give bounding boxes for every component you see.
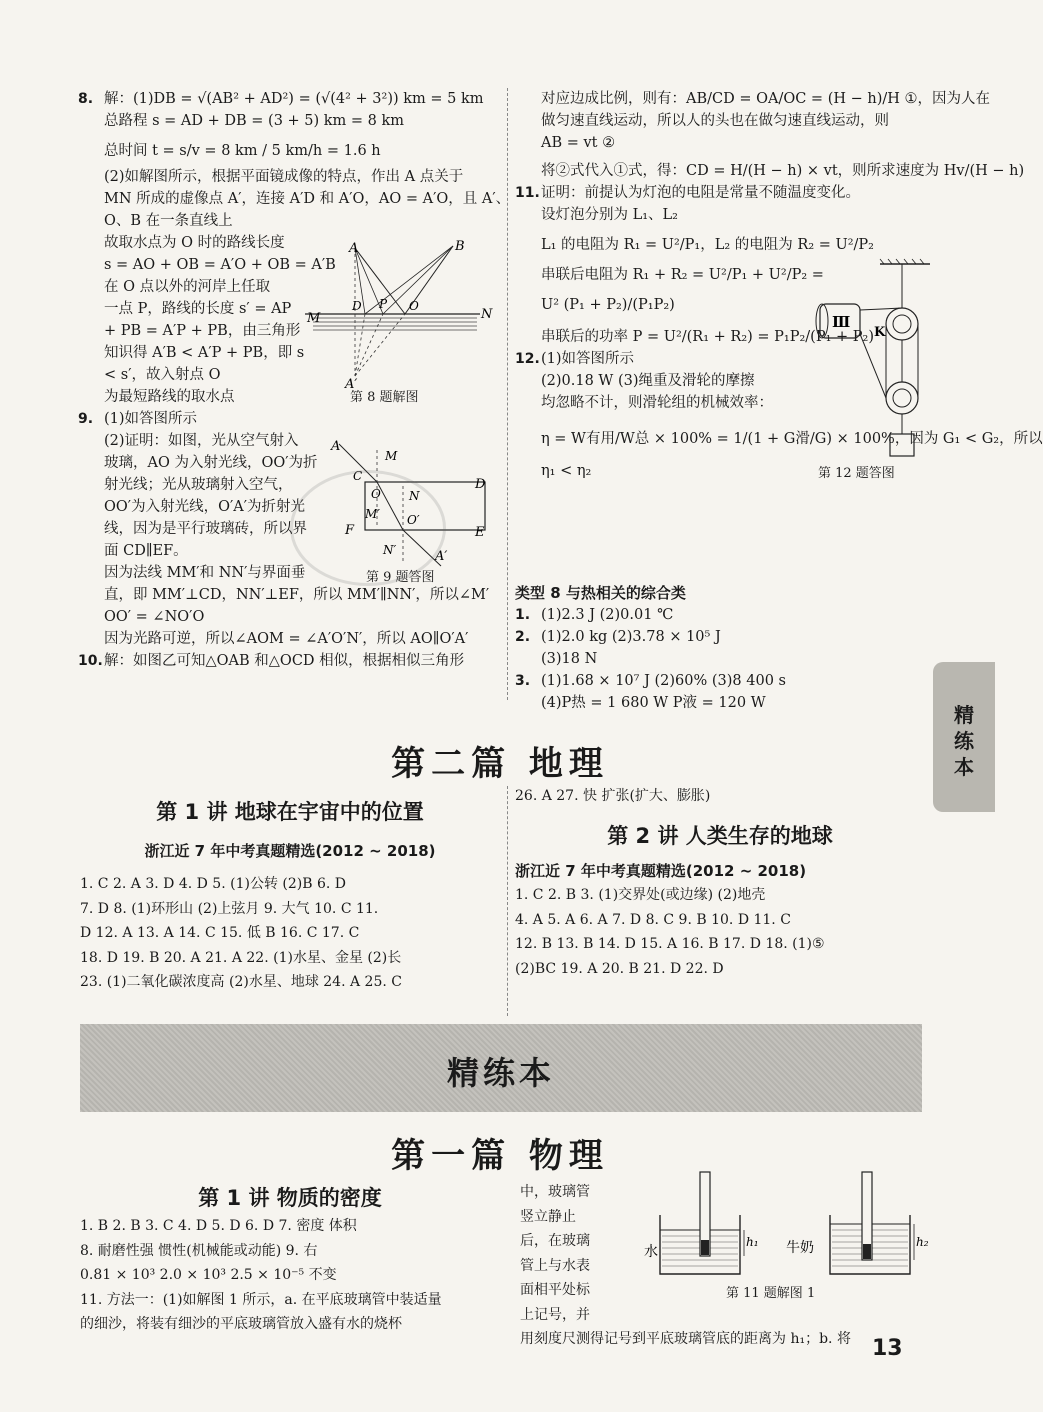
column-divider <box>507 88 508 700</box>
answer-line: 11. 方法一：(1)如解图 1 所示，a. 在平底玻璃管中装适量 <box>80 1291 442 1308</box>
answer-line <box>78 232 308 254</box>
side-tab[interactable] <box>933 662 995 812</box>
section-banner <box>80 1024 922 1112</box>
answer-line <box>515 110 930 132</box>
answer-line <box>78 628 503 650</box>
answer-line: 0.81 × 10³ 2.0 × 10³ 2.5 × 10⁻⁵ 不变 <box>80 1267 337 1283</box>
physics-answers-right <box>520 1180 630 1327</box>
answer-text: (3)18 N <box>541 651 598 667</box>
answer-line: 4. A 5. A 6. A 7. D 8. C 9. B 10. D 11. C <box>515 911 791 928</box>
answer-text: U² (P₁ + P₂)/(P₁P₂) <box>541 297 675 313</box>
figure-12-caption: 第 12 题答图 <box>818 466 895 481</box>
fig8-label-o: O <box>409 299 419 313</box>
answer-line: 12. B 13. B 14. D 15. A 16. B 17. D 18. (1)⑤ <box>515 936 825 952</box>
answer-line: 7. D 8. (1)环形山 (2)上弦月 9. 大气 10. C 11. <box>80 900 379 917</box>
watermark-stamp <box>290 470 446 586</box>
answer-line <box>515 370 810 392</box>
answer-line <box>78 650 503 672</box>
figure-11-caption: 第 11 题解图 1 <box>726 1286 816 1301</box>
physics-lecture-1-title: 第 1 讲 物质的密度 <box>198 1186 382 1210</box>
answer-line <box>515 204 930 226</box>
answer-text: (1)2.0 kg (2)3.78 × 10⁵ J <box>541 629 721 645</box>
answer-line <box>78 88 503 110</box>
fig8-label-p: P <box>379 297 388 311</box>
answer-text: 在 O 点以外的河岸上任取 <box>104 279 271 295</box>
answer-text: < s′，故入射点 O <box>104 367 221 383</box>
fig8-label-d: D <box>352 299 362 313</box>
answer-text: 串联后电阻为 R₁ + R₂ = U²/P₁ + U²/P₂ = <box>541 267 824 283</box>
answer-line: 1. B 2. B 3. C 4. D 5. D 6. D 7. 密度 体积 <box>80 1218 357 1234</box>
side-tab-label: 精练本 <box>954 703 974 779</box>
fig9-label-a: A <box>331 439 341 454</box>
answer-text: 解：(1)DB = √(AB² + AD²) = (√(4² + 3²)) km = 5 km <box>104 91 484 107</box>
heat-section-title: 类型 8 与热相关的综合类 <box>515 584 686 602</box>
answer-line: 上记号，并 <box>520 1306 590 1323</box>
fig12-motor-label: Ⅲ <box>832 313 851 331</box>
answer-text: AB = vt ② <box>541 135 616 151</box>
answer-line <box>78 210 503 232</box>
fig9-label-n-prime: N′ <box>383 543 397 557</box>
answer-text: (4)P热 = 1 680 W P液 = 120 W <box>541 695 766 711</box>
answer-line: 面相平处标 <box>520 1282 590 1298</box>
answer-line <box>78 364 308 386</box>
answer-line <box>515 692 925 714</box>
answer-line: 18. D 19. B 20. A 21. A 22. (1)水星、金星 (2)长 <box>80 949 402 966</box>
geography-lecture-2-title: 第 2 讲 人类生存的地球 <box>607 824 833 848</box>
answer-text: (2)0.18 W (3)绳重及滑轮的摩擦 <box>541 373 755 389</box>
answer-text: 解：如图乙可知△OAB 和△OCD 相似，根据相似三角形 <box>104 653 465 669</box>
fig9-label-m-prime: M′ <box>365 507 381 521</box>
question-number: 3. <box>515 673 531 689</box>
question-number: 1. <box>515 607 531 623</box>
answer-line <box>515 234 930 256</box>
answer-text: (1)1.68 × 10⁷ J (2)60% (3)8 400 s <box>541 673 786 689</box>
answer-line: 用刻度尺测得记号到平底玻璃管底的距离为 h₁；b. 将 <box>520 1331 851 1347</box>
answer-line: D 12. A 13. A 14. C 15. 低 B 16. C 17. C <box>80 925 360 941</box>
answer-text: 因为光路可逆，所以∠AOM = ∠A′O′N′，所以 AO∥O′A′ <box>104 631 469 647</box>
answer-line <box>78 540 323 562</box>
answer-line <box>515 626 925 648</box>
answer-line <box>78 408 503 430</box>
answer-text: OO′为入射光线，O′A′为折射光 <box>104 499 306 515</box>
answer-line: 23. (1)二氧化碳浓度高 (2)水星、地球 24. A 25. C <box>80 974 402 990</box>
fig9-label-o-prime: O′ <box>407 513 420 527</box>
answer-line <box>78 606 503 628</box>
geography-lecture-2-subtitle: 浙江近 7 年中考真题精选(2012 ~ 2018) <box>515 862 807 880</box>
answer-line <box>78 496 323 518</box>
geography-part-title: 第二篇 地理 <box>391 744 609 784</box>
answer-line <box>78 188 511 210</box>
answer-text: (1)如答图所示 <box>104 411 198 427</box>
answer-text: (1)2.3 J (2)0.01 ℃ <box>541 607 674 623</box>
answer-line <box>78 474 323 496</box>
fig9-label-e: E <box>475 525 485 540</box>
fig8-label-n: N <box>481 307 493 322</box>
banner-title: 精练本 <box>446 1054 555 1092</box>
answer-text: 知识得 A′B < A′P + PB，即 s <box>104 345 305 361</box>
question-number: 11. <box>515 185 540 201</box>
answer-line <box>515 648 925 670</box>
answer-text: 串联后的功率 P = U²/(R₁ + R₂) = P₁P₂/(P₁ + P₂) <box>541 329 875 345</box>
answer-line <box>515 670 925 692</box>
answer-line <box>515 604 925 626</box>
answer-text: 均忽略不计，则滑轮组的机械效率： <box>541 395 773 411</box>
answer-line <box>78 342 308 364</box>
fig8-label-a: A <box>349 241 359 256</box>
fig11-h1-label: h₁ <box>746 1235 759 1249</box>
answer-line: 竖立静止 <box>520 1208 576 1225</box>
answer-text: O、B 在一条直线上 <box>104 213 233 229</box>
answer-text: 面 CD∥EF。 <box>104 543 188 559</box>
fig12-k-label: K <box>874 325 886 340</box>
answer-text: 直，即 MM′⊥CD，NN′⊥EF，所以 MM′∥NN′，所以∠M′ <box>104 587 490 603</box>
fig8-label-b: B <box>455 239 465 254</box>
answer-text: 为最短路线的取水点 <box>104 389 235 405</box>
column-divider-2 <box>507 786 508 1016</box>
geography-lecture-1-title: 第 1 讲 地球在宇宙中的位置 <box>156 800 424 824</box>
answer-text: 因为法线 MM′和 NN′与界面垂 <box>104 565 306 581</box>
answer-line <box>78 320 308 342</box>
answer-text: 玻璃，AO 为入射光线，OO′为折 <box>104 455 318 471</box>
answer-text: 一点 P，路线的长度 s′ = AP <box>104 301 292 317</box>
answer-line <box>78 166 503 188</box>
question-number: 2. <box>515 629 531 645</box>
question-number: 9. <box>78 411 94 427</box>
figure-12-pulley-diagram <box>810 262 930 466</box>
answer-line <box>78 430 323 452</box>
answer-line <box>78 562 323 584</box>
answer-text: 证明：前提认为灯泡的电阻是常量不随温度变化。 <box>541 185 860 201</box>
answer-text: 做匀速直线运动，所以人的头也在做匀速直线运动，则 <box>541 113 889 129</box>
answer-text: 总时间 t = s/v = 8 km / 5 km/h = 1.6 h <box>104 143 381 159</box>
answer-line <box>78 298 308 320</box>
answer-line <box>78 254 336 276</box>
answer-line <box>78 584 503 606</box>
answer-line <box>78 276 308 298</box>
answer-text: OO′ = ∠NO′O <box>104 609 205 625</box>
answer-line <box>515 264 824 286</box>
answer-text: η₁ < η₂ <box>541 463 592 479</box>
fig9-label-o: O <box>371 487 381 501</box>
answer-text: + PB = A′P + PB，由三角形 <box>104 323 301 339</box>
answer-text: (2)如解图所示，根据平面镜成像的特点，作出 A 点关于 <box>104 169 464 185</box>
answer-line <box>515 294 810 316</box>
heat-section-answers <box>515 604 925 714</box>
figure-8-caption: 第 8 题解图 <box>350 390 419 405</box>
physics-last-line <box>520 1327 930 1352</box>
answer-text: 线，因为是平行玻璃砖，所以界 <box>104 521 307 537</box>
answer-line <box>78 386 308 408</box>
fig11-h2-label: h₂ <box>916 1235 929 1249</box>
answer-line: 26. A 27. 快 扩张(扩大、膨胀) <box>515 788 711 804</box>
answer-line <box>78 518 323 540</box>
answer-line <box>515 392 810 414</box>
answer-line: 1. C 2. A 3. D 4. D 5. (1)公转 (2)B 6. D <box>80 876 346 892</box>
geography-lecture-1-subtitle: 浙江近 7 年中考真题精选(2012 ~ 2018) <box>144 842 436 860</box>
answer-text: 将②式代入①式，得：CD = H/(H − h) × vt，则所求速度为 Hv/(H − h) <box>541 163 1025 179</box>
answer-line: 8. 耐磨性强 惯性(机械能或动能) 9. 右 <box>80 1242 318 1259</box>
page-number: 13 <box>872 1336 903 1361</box>
fig8-label-a-prime: A′ <box>345 377 358 392</box>
physics-part-title: 第一篇 物理 <box>391 1136 609 1176</box>
geography-lecture-1-answers <box>80 872 500 995</box>
fig9-label-a-prime: A′ <box>435 549 448 564</box>
answer-line <box>515 88 990 110</box>
fig9-label-c: C <box>353 469 363 483</box>
geography-lecture-2-answers <box>515 883 925 981</box>
answer-text: η = W有用/W总 × 100% = 1/(1 + G滑/G) × 100%，因为 G₁ < G₂，所以 <box>541 431 1043 447</box>
answer-line <box>515 132 930 154</box>
answer-line: 1. C 2. B 3. (1)交界处(或边缘) (2)地壳 <box>515 887 766 903</box>
answer-text: 设灯泡分别为 L₁、L₂ <box>541 207 678 223</box>
answer-line: 后，在玻璃 <box>520 1233 590 1249</box>
physics-answers <box>80 1214 510 1337</box>
answer-text: MN 所成的虚像点 A′，连接 A′D 和 A′O，AO = A′O，且 A′、 <box>104 191 511 207</box>
answer-line: 中，玻璃管 <box>520 1184 590 1200</box>
fig9-label-n: N <box>409 489 420 503</box>
question-number: 10. <box>78 653 103 669</box>
answer-line <box>78 452 323 474</box>
answer-text: 对应边成比例，则有：AB/CD = OA/OC = (H − h)/H ①，因为人在 <box>541 91 990 107</box>
question-number: 12. <box>515 351 540 367</box>
fig9-label-d: D <box>475 477 486 492</box>
fig11-milk-label: 牛奶 <box>786 1240 814 1256</box>
answer-text: s = AO + OB = A′O + OB = A′B <box>104 257 336 273</box>
answer-line <box>515 182 930 204</box>
answer-line: 管上与水表 <box>520 1257 590 1274</box>
figure-11-beakers <box>640 1170 930 1284</box>
fig9-label-f: F <box>345 523 355 538</box>
figure-9-caption: 第 9 题答图 <box>366 570 435 585</box>
answer-text: (1)如答图所示 <box>541 351 635 367</box>
fig9-label-m: M <box>385 449 398 463</box>
answer-text: 总路程 s = AD + DB = (3 + 5) km = 8 km <box>104 113 405 129</box>
answer-text: 故取水点为 O 时的路线长度 <box>104 235 285 251</box>
answer-text: L₁ 的电阻为 R₁ = U²/P₁，L₂ 的电阻为 R₂ = U²/P₂ <box>541 237 874 253</box>
question-number: 8. <box>78 91 94 107</box>
answer-text: 射光线；光从玻璃射入空气， <box>104 477 293 493</box>
answer-line <box>515 348 810 370</box>
fig8-label-m: M <box>307 311 321 326</box>
answer-line: (2)BC 19. A 20. B 21. D 22. D <box>515 960 724 977</box>
answer-line: 的细沙，将装有细沙的平底玻璃管放入盛有水的烧杯 <box>80 1316 402 1332</box>
answer-line <box>78 140 503 162</box>
answer-text: (2)证明：如图，光从空气射入 <box>104 433 299 449</box>
geography-answers-26-27 <box>515 784 925 809</box>
answer-line <box>515 160 1025 182</box>
fig11-water-label: 水 <box>644 1244 658 1260</box>
answer-line <box>515 326 875 348</box>
answer-line <box>78 110 503 132</box>
figure-8-mirror-diagram <box>305 236 505 400</box>
